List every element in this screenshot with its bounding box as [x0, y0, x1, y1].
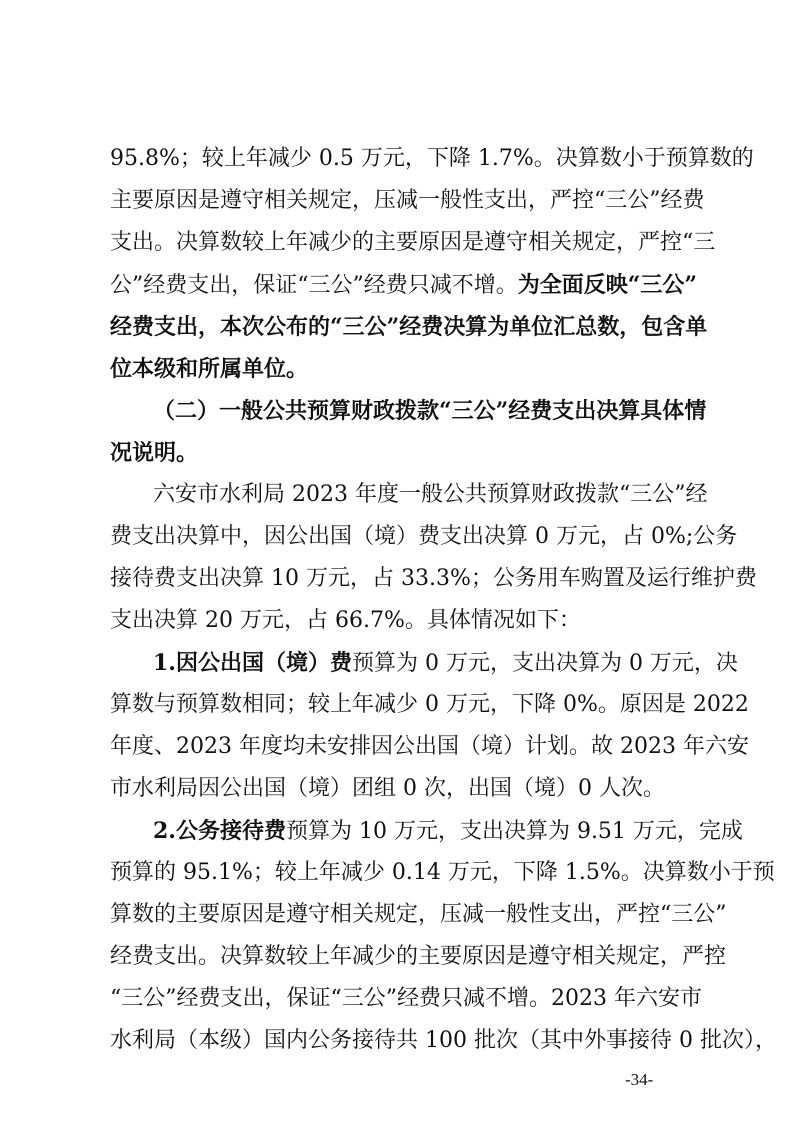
- text-line: 算数的主要原因是遵守相关规定，压减一般性支出，严控“三公”: [110, 902, 727, 927]
- item-1-text: 预算为 0 万元，支出决算为 0 万元，决: [351, 651, 738, 676]
- bold-text-segment: 为全面反映“三公”: [517, 272, 698, 298]
- section-heading: （二）一般公共预算财政拨款“三公”经费支出决算具体情: [153, 398, 707, 424]
- section-heading-continued: 况说明。: [110, 440, 199, 466]
- page-number: -34-: [625, 1070, 654, 1089]
- item-2-label: 2.公务接待费: [153, 818, 286, 844]
- text-segment: 公”经费支出，保证“三公”经费只减不增。: [110, 273, 518, 298]
- item-1-line: [153, 646, 738, 681]
- text-line: “三公”经费支出，保证“三公”经费只减不增。2023 年六安市: [110, 986, 702, 1011]
- text-line: 水利局（本级）国内公务接待共 100 批次（其中外事接待 0 批次），: [110, 1028, 777, 1053]
- text-line: 费支出决算中，因公出国（境）费支出决算 0 万元，占 0%;公务: [110, 524, 738, 549]
- bold-text-line: 经费支出，本次公布的“三公”经费决算为单位汇总数，包含单: [110, 314, 708, 340]
- item-1-label: 1.因公出国（境）费: [153, 650, 352, 676]
- text-line: 预算的 95.1%；较上年减少 0.14 万元，下降 1.5%。决算数小于预: [110, 860, 775, 885]
- item-2-text: 预算为 10 万元，支出决算为 9.51 万元，完成: [285, 819, 743, 844]
- text-line: 六安市水利局 2023 年度一般公共预算财政拨款“三公”经: [153, 482, 708, 507]
- text-line: 支出。决算数较上年减少的主要原因是遵守相关规定，严控“三: [110, 230, 716, 255]
- text-line: 支出决算 20 万元，占 66.7%。具体情况如下：: [110, 608, 581, 633]
- text-line: 95.8%；较上年减少 0.5 万元，下降 1.7%。决算数小于预算数的: [110, 146, 754, 171]
- text-line-mixed: [110, 268, 698, 303]
- text-line: 市水利局因公出国（境）团组 0 次，出国（境）0 人次。: [110, 776, 665, 801]
- bold-text-line: 位本级和所属单位。: [110, 356, 309, 382]
- text-line: 年度、2023 年度均未安排因公出国（境）计划。故 2023 年六安: [110, 734, 749, 759]
- text-line: 主要原因是遵守相关规定，压减一般性支出，严控“三公”经费: [110, 188, 705, 213]
- text-line: 经费支出。决算数较上年减少的主要原因是遵守相关规定，严控: [110, 944, 727, 969]
- text-line: 算数与预算数相同；较上年减少 0 万元，下降 0%。原因是 2022: [110, 692, 749, 717]
- text-line: 接待费支出决算 10 万元，占 33.3%；公务用车购置及运行维护费: [110, 566, 757, 591]
- item-2-line: [153, 814, 743, 849]
